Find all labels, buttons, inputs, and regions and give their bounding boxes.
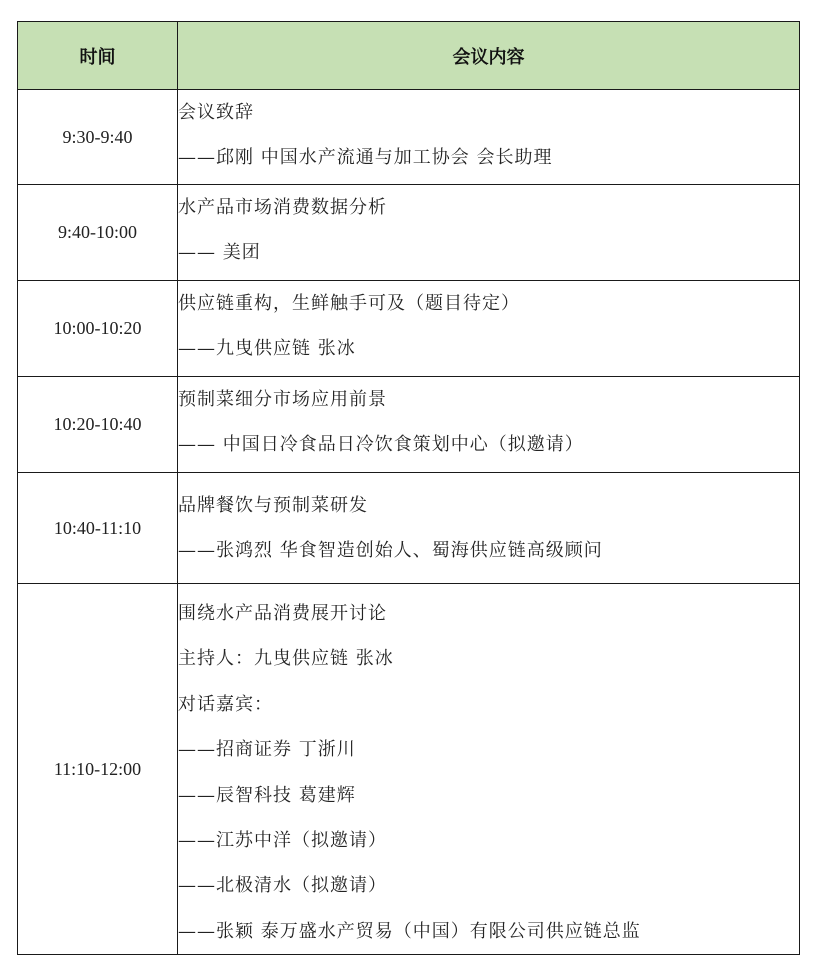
content-line: 主持人：九曳供应链 张冰 [178, 648, 394, 670]
header-content: 会议内容 [178, 22, 800, 90]
header-row [18, 22, 800, 90]
content-line: ——辰智科技 葛建辉 [178, 784, 356, 806]
table-row [18, 377, 800, 473]
content-line: ——九曳供应链 张冰 [178, 338, 356, 360]
content-line: 供应链重构，生鲜触手可及（题目待定） [178, 293, 520, 314]
row-time: 11:10-12:00 [18, 584, 178, 955]
row-content [178, 473, 800, 584]
row-content [178, 90, 800, 185]
table-row [18, 90, 800, 185]
table-row [18, 473, 800, 584]
content-line: 品牌餐饮与预制菜研发 [178, 495, 368, 516]
row-time: 9:40-10:00 [18, 185, 178, 281]
content-line: ——江苏中洋（拟邀请） [178, 829, 387, 851]
content-line: ——邱刚 中国水产流通与加工协会 会长助理 [178, 147, 553, 169]
content-line: —— 中国日冷食品日冷饮食策划中心（拟邀请） [178, 434, 584, 456]
row-content [178, 281, 800, 377]
content-line: ——招商证券 丁浙川 [178, 739, 356, 761]
row-time: 10:40-11:10 [18, 473, 178, 584]
row-time: 10:20-10:40 [18, 377, 178, 473]
content-line: —— 美团 [178, 242, 261, 264]
content-line: 围绕水产品消费展开讨论 [178, 603, 387, 624]
row-time: 9:30-9:40 [18, 90, 178, 185]
row-content [178, 377, 800, 473]
content-line: 预制菜细分市场应用前景 [178, 389, 387, 410]
row-content [178, 584, 800, 955]
row-time: 10:00-10:20 [18, 281, 178, 377]
content-line: ——张鸿烈 华食智造创始人、蜀海供应链高级顾问 [178, 540, 603, 562]
agenda-table [17, 21, 800, 955]
content-line: 水产品市场消费数据分析 [178, 197, 387, 218]
content-line: ——张颖 泰万盛水产贸易（中国）有限公司供应链总监 [178, 920, 641, 942]
content-line: ——北极清水（拟邀请） [178, 875, 387, 897]
table-row [18, 584, 800, 955]
content-line: 会议致辞 [178, 102, 254, 123]
header-time: 时间 [18, 22, 178, 90]
content-line: 对话嘉宾： [178, 693, 273, 715]
row-content [178, 185, 800, 281]
table-row [18, 281, 800, 377]
table-row [18, 185, 800, 281]
